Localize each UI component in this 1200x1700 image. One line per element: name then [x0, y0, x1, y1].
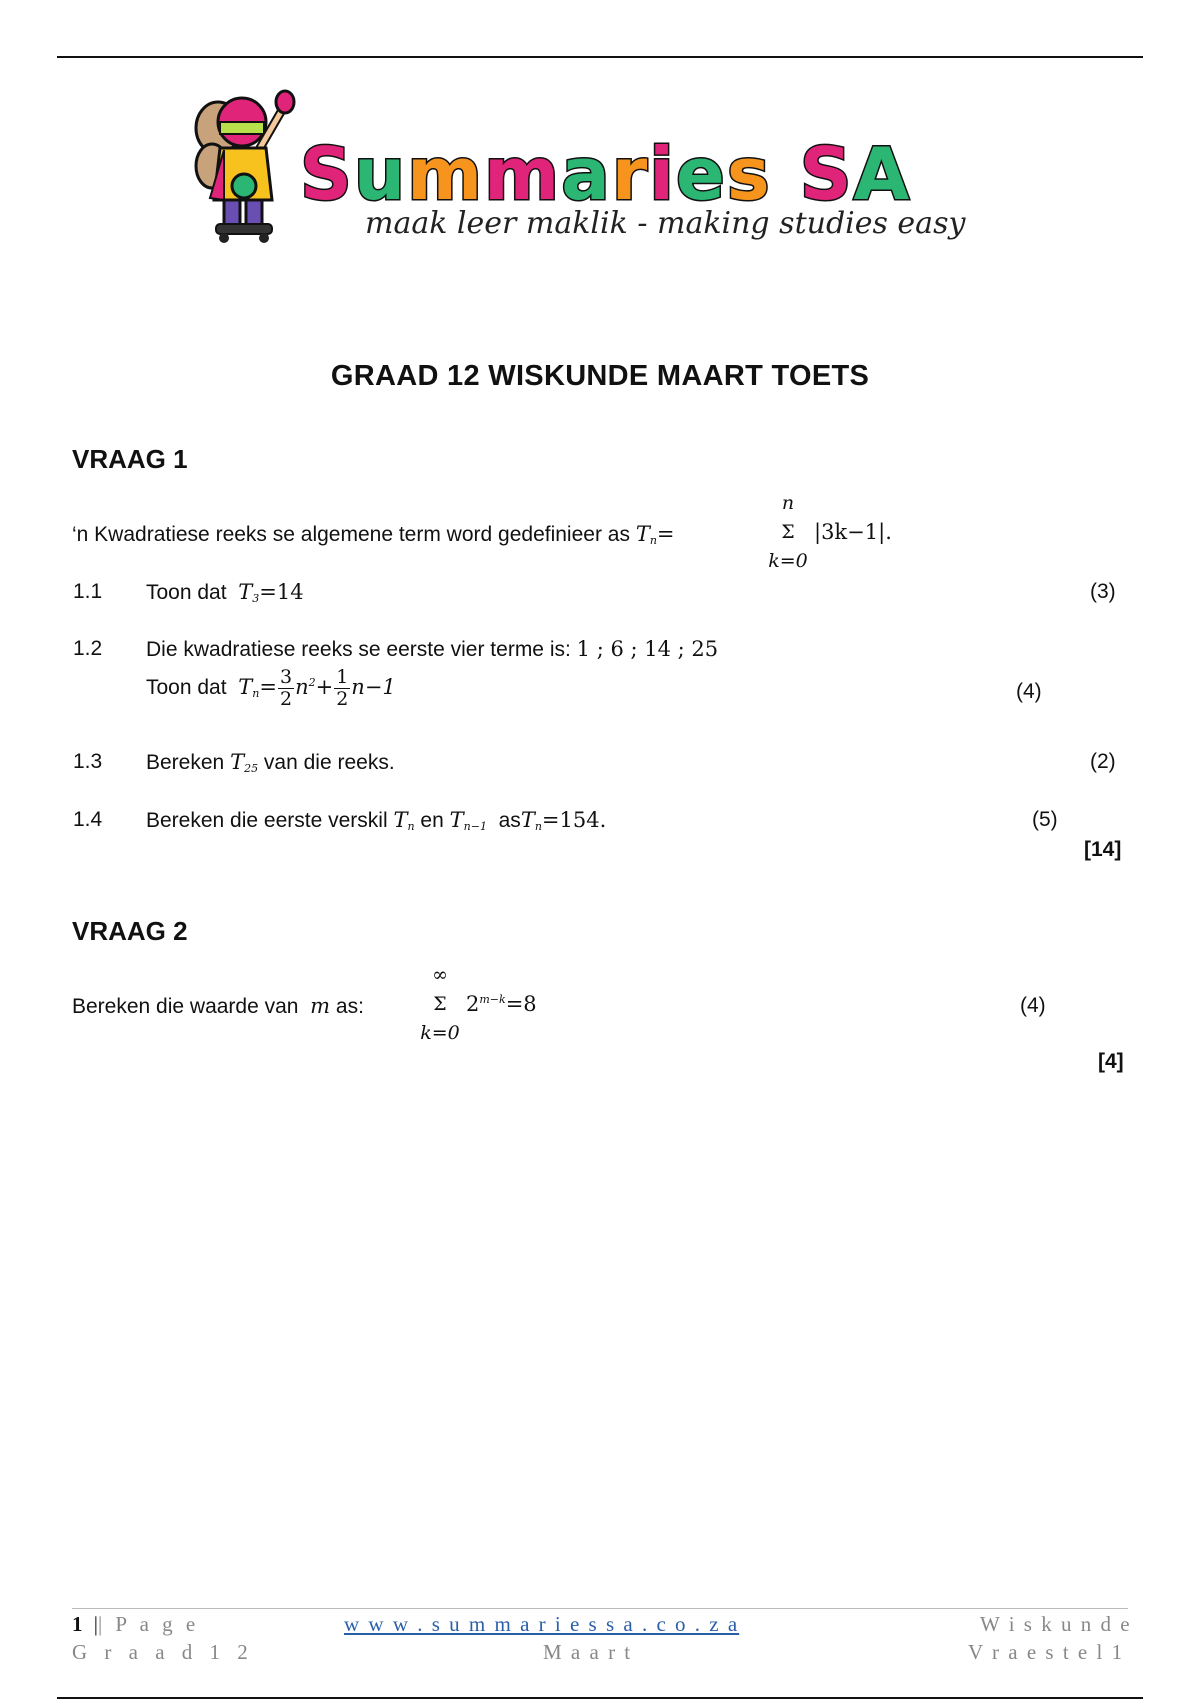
logo-letter: i [649, 132, 676, 216]
sigma-icon: Σ [781, 521, 795, 543]
logo-letter: r [611, 132, 650, 216]
sigma-lower: k=0 [420, 1022, 460, 1044]
question-1-intro: ‘n Kwadratiese reeks se algemene term word gedefinieer as $T_n=$ [72, 522, 675, 547]
sigma-upper: n [781, 492, 795, 514]
summaries-sa-logo [190, 88, 1020, 248]
sigma-lower: k=0 [768, 550, 808, 572]
infinity-icon: ∞ [432, 964, 448, 986]
question-1-total: [14] [1084, 838, 1122, 861]
item-number: 1.1 [73, 580, 103, 603]
top-rule [57, 56, 1143, 58]
marks-1-1: (3) [1090, 580, 1116, 603]
question-2-formula: $2^{m-k}=8$ [466, 992, 537, 1016]
question-2-total: [4] [1098, 1050, 1124, 1073]
logo-letter: m [484, 132, 562, 216]
marks-1-4: (5) [1032, 808, 1058, 831]
marks-1-2: (4) [1016, 680, 1042, 703]
fraction: $\frac{3}{2}$ [279, 666, 293, 710]
item-1-2-text: Die kwadratiese reeks se eerste vier terme is: 1 ; 6 ; 14 ; 25 [146, 637, 719, 661]
item-1-3-text: Bereken $T_{25}$ van die reeks. [146, 750, 395, 775]
sigma-icon: Σ [433, 993, 447, 1015]
logo-letter: S [300, 132, 354, 216]
mascot-icon [190, 88, 300, 248]
logo-letter: e [675, 132, 727, 216]
item-1-2-formula: Toon dat $T_n=$ $\frac{3}{2}$ $n^2+$ $\frac{1}{2}$ n−1 [146, 666, 396, 710]
item-1-4-text: Bereken die eerste verskil $T_n$ en $T_{n-1}$ asT$_n$=154. [146, 808, 607, 833]
footer-rule [72, 1608, 1128, 1609]
item-number: 1.3 [73, 750, 103, 773]
logo-tagline: maak leer maklik - making studies easy [365, 206, 966, 241]
logo-letter: S [799, 132, 854, 216]
marks-1-3: (2) [1090, 750, 1116, 773]
question-2-text: Bereken die waarde van m as: [72, 994, 364, 1018]
logo-letter: u [353, 132, 408, 216]
question-1-heading: VRAAG 1 [72, 444, 188, 474]
question-2-heading: VRAAG 2 [72, 916, 188, 946]
footer-page: 1 || P a g e [72, 1612, 200, 1636]
item-number: 1.2 [73, 637, 103, 660]
footer-grade: G r a a d 1 2 [72, 1640, 254, 1664]
item-1-1-text: Toon dat $T_3=14$ [146, 580, 304, 605]
logo-letter: a [561, 132, 612, 216]
logo-wordmark [300, 132, 912, 216]
footer-url-link[interactable]: w w w . s u m m a r i e s s a . c o . z a [344, 1612, 740, 1636]
footer-subject: W i s k u n d e [980, 1612, 1132, 1636]
fraction: $\frac{1}{2}$ [336, 666, 349, 710]
logo-letter: A [853, 132, 912, 216]
document-title: GRAAD 12 WISKUNDE MAART TOETS [330, 360, 870, 392]
bottom-rule [57, 1697, 1143, 1699]
marks-2: (4) [1020, 994, 1046, 1017]
item-number: 1.4 [73, 808, 103, 831]
footer-paper: V r a e s t e l 1 [968, 1640, 1125, 1664]
logo-letter: m [407, 132, 485, 216]
logo-letter: s [726, 132, 772, 216]
sum-term: |3k−1|. [814, 520, 892, 544]
footer-month: M a a r t [543, 1640, 633, 1664]
